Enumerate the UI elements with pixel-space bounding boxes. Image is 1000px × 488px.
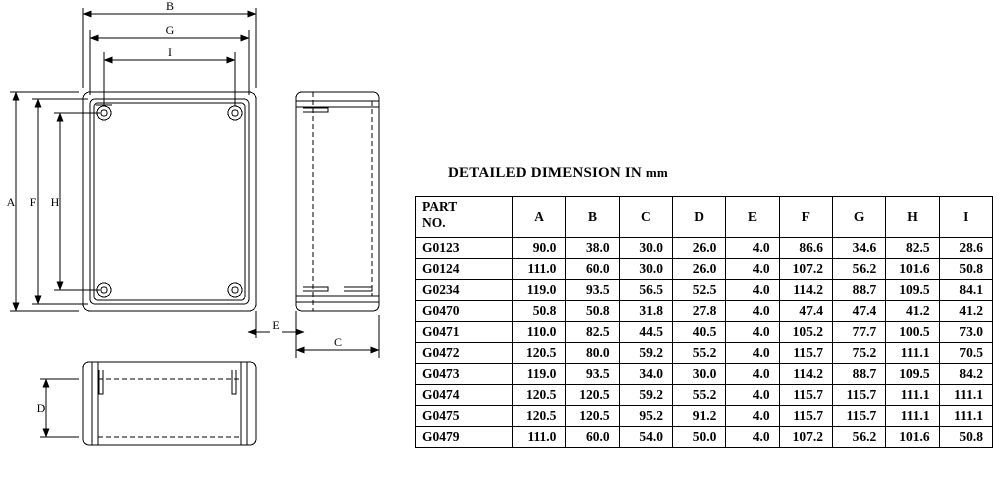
table-row [416,343,993,364]
dimension-H [54,113,100,290]
cell-f: 107.2 [779,259,832,280]
cell-f: 86.6 [779,238,832,259]
dimension-label-H: H [50,195,60,209]
cell-f: 47.4 [779,301,832,322]
front-view-outline [83,362,256,445]
cell-a: 119.0 [513,280,566,301]
part-number-cell: G0471 [416,322,513,343]
dimension-label-B: B [165,0,175,13]
table-row [416,427,993,448]
cell-c: 44.5 [619,322,672,343]
side-view-outline [296,92,379,311]
table-title [448,165,995,182]
cell-f: 114.2 [779,280,832,301]
part-number-cell: G0470 [416,301,513,322]
part-number-cell: G0475 [416,406,513,427]
cell-b: 80.0 [566,343,619,364]
cell-e: 4.0 [726,364,779,385]
cell-b: 82.5 [566,322,619,343]
dimension-label-G: G [165,23,175,37]
cell-h: 111.1 [886,343,939,364]
part-number-cell: G0124 [416,259,513,280]
cell-g: 115.7 [832,385,885,406]
cell-c: 30.0 [619,259,672,280]
cell-c: 31.8 [619,301,672,322]
cell-i: 84.2 [939,364,992,385]
table-row [416,406,993,427]
table-title-unit: mm [645,165,668,180]
cell-f: 115.7 [779,385,832,406]
cell-i: 73.0 [939,322,992,343]
cell-c: 54.0 [619,427,672,448]
cell-b: 93.5 [566,280,619,301]
table-header-row [416,197,993,238]
cell-e: 4.0 [726,280,779,301]
cell-a: 90.0 [513,238,566,259]
cell-i: 50.8 [939,427,992,448]
cell-h: 41.2 [886,301,939,322]
cell-e: 4.0 [726,259,779,280]
table-row [416,280,993,301]
part-no-line2: NO. [422,214,446,230]
cell-i: 41.2 [939,301,992,322]
table-row [416,259,993,280]
cell-i: 111.1 [939,406,992,427]
column-header-g: G [832,197,885,238]
cell-i: 70.5 [939,343,992,364]
cell-a: 120.5 [513,406,566,427]
cell-g: 115.7 [832,406,885,427]
dimension-label-A: A [6,195,16,209]
cell-d: 26.0 [672,259,725,280]
cell-i: 28.6 [939,238,992,259]
cell-h: 111.1 [886,385,939,406]
cell-c: 30.0 [619,238,672,259]
cell-h: 111.1 [886,406,939,427]
cell-c: 59.2 [619,385,672,406]
column-header-f: F [779,197,832,238]
cell-f: 107.2 [779,427,832,448]
cell-b: 60.0 [566,427,619,448]
cell-d: 91.2 [672,406,725,427]
dimension-label-E: E [272,318,280,332]
cell-g: 77.7 [832,322,885,343]
cell-e: 4.0 [726,427,779,448]
cell-h: 101.6 [886,259,939,280]
part-number-cell: G0234 [416,280,513,301]
cell-a: 120.5 [513,385,566,406]
cell-i: 84.1 [939,280,992,301]
cell-f: 115.7 [779,406,832,427]
cell-c: 95.2 [619,406,672,427]
part-number-cell: G0123 [416,238,513,259]
column-header-a: A [513,197,566,238]
column-header-d: D [672,197,725,238]
cell-d: 52.5 [672,280,725,301]
cell-d: 40.5 [672,322,725,343]
cell-c: 56.5 [619,280,672,301]
cell-a: 50.8 [513,301,566,322]
cell-f: 114.2 [779,364,832,385]
cell-a: 110.0 [513,322,566,343]
cell-h: 101.6 [886,427,939,448]
cell-d: 50.0 [672,427,725,448]
dimension-I [104,52,235,106]
column-header-e: E [726,197,779,238]
column-header-i: I [939,197,992,238]
cell-b: 120.5 [566,385,619,406]
part-no-line1: PART [422,199,458,214]
cell-f: 115.7 [779,343,832,364]
cell-d: 55.2 [672,343,725,364]
cell-e: 4.0 [726,406,779,427]
cell-b: 50.8 [566,301,619,322]
cell-d: 55.2 [672,385,725,406]
cell-a: 119.0 [513,364,566,385]
cell-g: 56.2 [832,427,885,448]
cell-b: 120.5 [566,406,619,427]
cell-h: 109.5 [886,364,939,385]
table-row [416,322,993,343]
cell-a: 120.5 [513,343,566,364]
technical-drawing [0,0,410,488]
dimension-label-C: C [333,335,343,349]
table-row [416,301,993,322]
dimension-G [90,30,249,95]
table-row [416,385,993,406]
dimension-label-F: F [29,195,37,209]
cell-g: 88.7 [832,364,885,385]
dimension-A [10,92,79,311]
table-row [416,364,993,385]
cell-c: 34.0 [619,364,672,385]
cell-g: 56.2 [832,259,885,280]
column-header-part-no [416,197,513,238]
dimension-table-area [415,165,995,448]
top-view-outline [83,92,256,311]
cell-e: 4.0 [726,301,779,322]
cell-i: 111.1 [939,385,992,406]
dimension-label-D: D [36,401,46,415]
cell-h: 100.5 [886,322,939,343]
cell-c: 59.2 [619,343,672,364]
cell-d: 30.0 [672,364,725,385]
part-number-cell: G0474 [416,385,513,406]
cell-e: 4.0 [726,343,779,364]
dimension-table [415,196,993,448]
cell-f: 105.2 [779,322,832,343]
cell-g: 47.4 [832,301,885,322]
dimension-label-I: I [168,45,172,59]
cell-b: 93.5 [566,364,619,385]
dimension-D [40,379,79,437]
cell-h: 109.5 [886,280,939,301]
column-header-c: C [619,197,672,238]
part-number-cell: G0473 [416,364,513,385]
cell-b: 38.0 [566,238,619,259]
cell-h: 82.5 [886,238,939,259]
cell-e: 4.0 [726,322,779,343]
table-title-main: DETAILED DIMENSION IN [448,165,646,181]
cell-a: 111.0 [513,427,566,448]
cell-b: 60.0 [566,259,619,280]
cell-e: 4.0 [726,238,779,259]
cell-e: 4.0 [726,385,779,406]
cell-i: 50.8 [939,259,992,280]
column-header-h: H [886,197,939,238]
cell-g: 88.7 [832,280,885,301]
cell-g: 34.6 [832,238,885,259]
cell-d: 27.8 [672,301,725,322]
part-number-cell: G0479 [416,427,513,448]
part-number-cell: G0472 [416,343,513,364]
cell-a: 111.0 [513,259,566,280]
cell-g: 75.2 [832,343,885,364]
cell-d: 26.0 [672,238,725,259]
column-header-b: B [566,197,619,238]
table-row [416,238,993,259]
